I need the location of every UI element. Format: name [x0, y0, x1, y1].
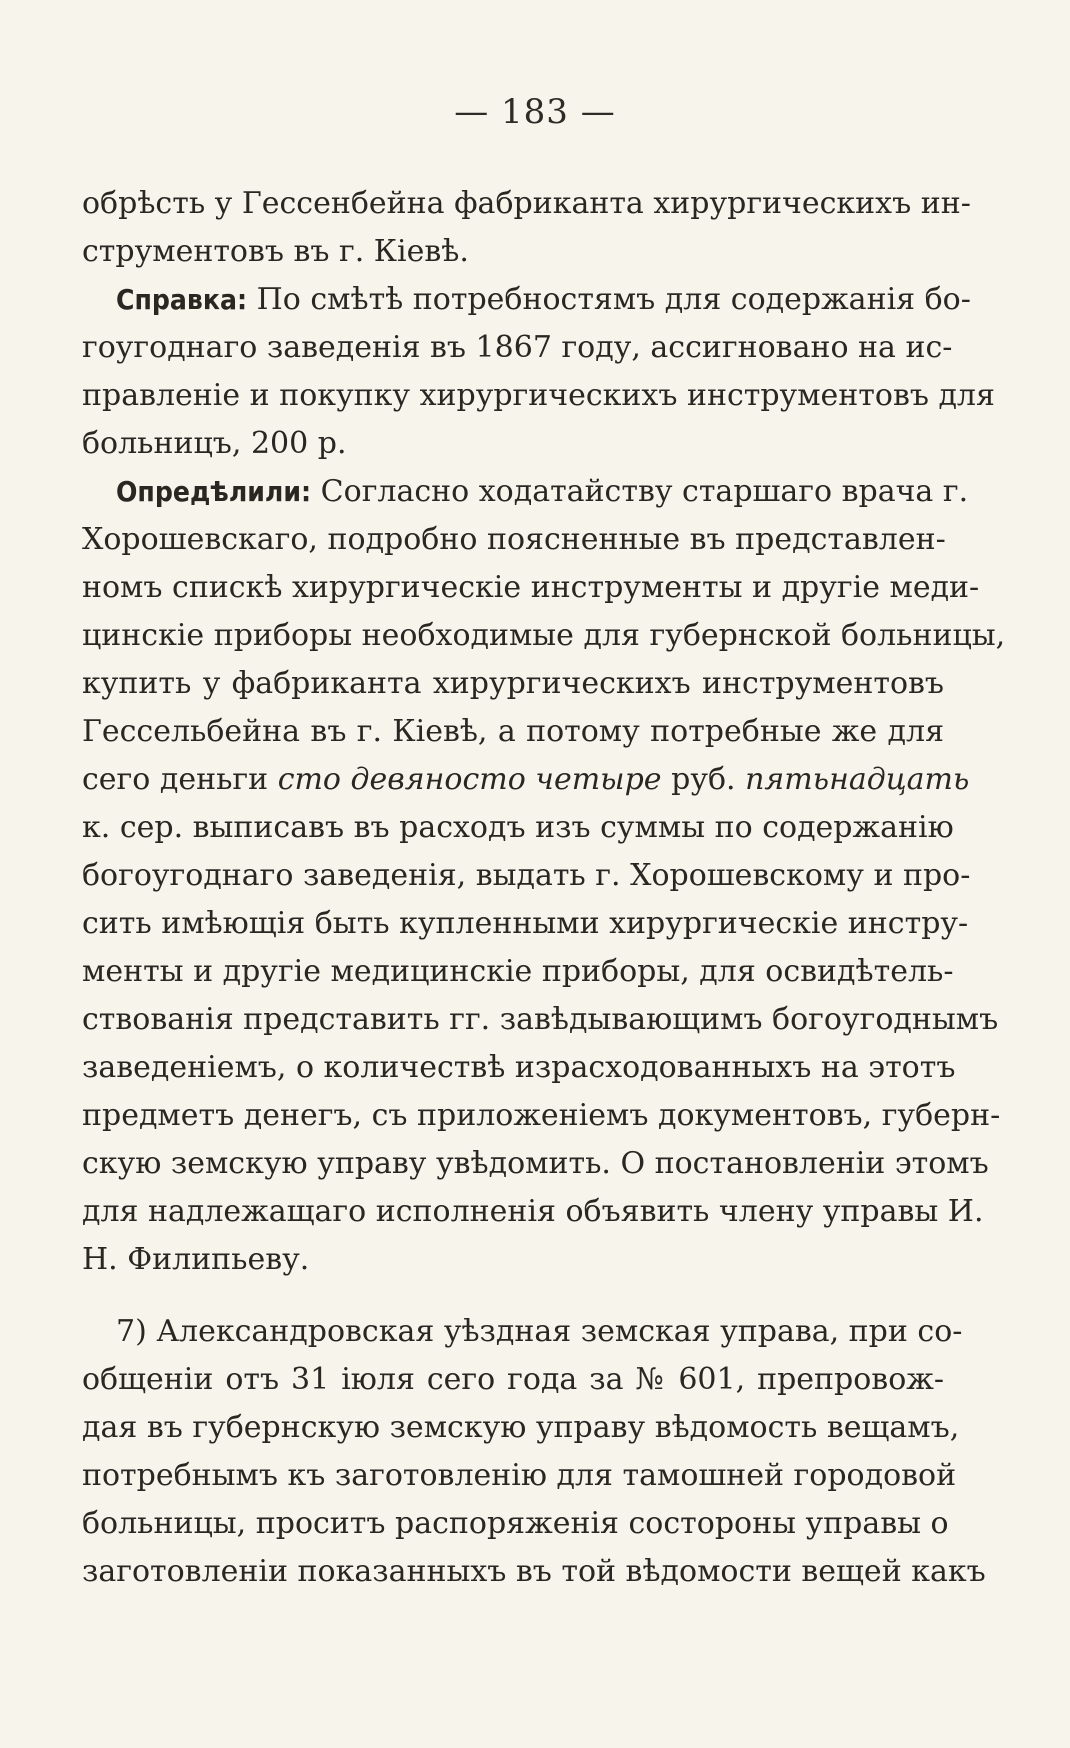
- page-number: — 183 —: [454, 92, 616, 132]
- text-line: больницъ, 200 р.: [82, 426, 347, 461]
- text-line: Хорошевскаго, подробно поясненные въ представлен-: [82, 522, 946, 557]
- text-fragment: сего деньги: [82, 762, 269, 797]
- text-line: для надлежащаго исполненія объявить члену управы И.: [82, 1194, 984, 1229]
- bleed-through-decoration: [82, 1164, 944, 1208]
- bleed-through-decoration: [82, 1208, 944, 1252]
- text-fragment: руб.: [671, 762, 736, 797]
- text-line-rest: Согласно ходатайству старшаго врача г.: [320, 474, 969, 509]
- text-line: купить у фабриканта хирургическихъ инструментовъ: [82, 666, 944, 701]
- resolution-first-line: [82, 468, 969, 516]
- main-text-block: [82, 180, 1006, 1284]
- text-line: номъ спискѣ хирургическіе инструменты и другіе меди-: [82, 570, 980, 605]
- text-line: к. сер. выписавъ въ расходъ изъ суммы по содержанію: [82, 810, 954, 845]
- text-line: ствованія представить гг. завѣдывающимъ богоугоднымъ: [82, 1002, 999, 1037]
- text-line: потребнымъ къ заготовленію для тамошней городовой: [82, 1458, 957, 1493]
- second-text-block: [82, 1308, 986, 1596]
- italic-amount-rubles: сто девяносто четыре: [277, 762, 662, 797]
- text-line: общеніи отъ 31 іюля сего года за № 601, препровож-: [82, 1362, 944, 1397]
- reference-first-line: [82, 276, 971, 324]
- italic-amount-kopecks: пятьнадцать: [745, 762, 970, 797]
- text-line: дая въ губернскую земскую управу вѣдомость вещамъ,: [82, 1410, 960, 1445]
- text-line: 7) Александровская уѣздная земская управа, при со-: [116, 1314, 963, 1349]
- reference-label: Справка:: [116, 283, 248, 316]
- text-line: больницы, проситъ распоряженія состороны управы о: [82, 1506, 949, 1541]
- bleed-through-decoration: [82, 1252, 944, 1296]
- text-line: Гессельбейна въ г. Кіевѣ, а потому потребные же для: [82, 714, 944, 749]
- resolution-label: Опредѣлили:: [116, 475, 312, 508]
- text-line: обрѣсть у Гессенбейна фабриканта хирургическихъ ин-: [82, 186, 971, 221]
- text-line: скую земскую управу увѣдомить. О постановленіи этомъ: [82, 1146, 989, 1181]
- text-line: менты и другіе медицинскіе приборы, для освидѣтель-: [82, 954, 954, 989]
- text-line: цинскіе приборы необходимые для губернской больницы,: [82, 618, 1006, 653]
- text-line: правленіе и покупку хирургическихъ инструментовъ для: [82, 378, 995, 413]
- text-line-rest: По смѣтѣ потребностямъ для содержанія бо-: [256, 282, 971, 317]
- text-line: богоугоднаго заведенія, выдать г. Хорошевскому и про-: [82, 858, 971, 893]
- text-line: гоугоднаго заведенія въ 1867 году, ассигновано на ис-: [82, 330, 953, 365]
- text-line: заготовленіи показанныхъ въ той вѣдомости вещей какъ: [82, 1554, 986, 1589]
- text-line: предметъ денегъ, съ приложеніемъ документовъ, губерн-: [82, 1098, 1001, 1133]
- text-line: сить имѣющія быть купленными хирургическіе инстру-: [82, 906, 969, 941]
- text-line: Н. Филипьеву.: [82, 1242, 310, 1277]
- text-line: струментовъ въ г. Кіевѣ.: [82, 234, 469, 269]
- italic-amount-line: [82, 756, 970, 804]
- text-line: заведеніемъ, о количествѣ израсходованныхъ на этотъ: [82, 1050, 956, 1085]
